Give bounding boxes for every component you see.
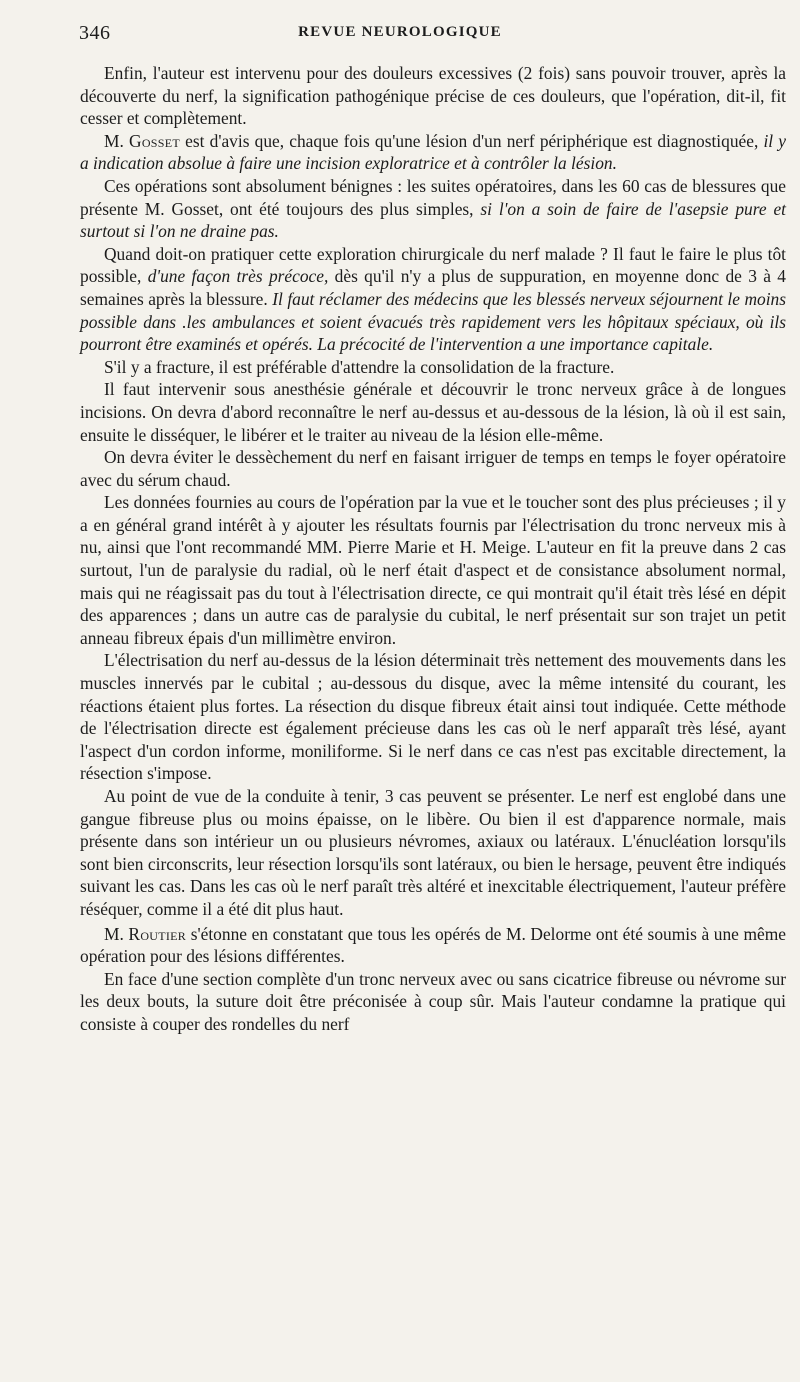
paragraph [80, 130, 786, 175]
paragraph [80, 491, 786, 649]
author-name: Gosset [128, 130, 181, 151]
author-name: Routier [128, 923, 187, 944]
text-run: S'il y a fracture, il est préférable d'attendre la consolidation de la fracture. [104, 356, 615, 377]
paragraph [80, 62, 786, 130]
text-run: En face d'une section complète d'un tronc nerveux avec ou sans cicatrice fibreuse ou névrome sur les deux bouts, la suture doit être préconisée à coup sûr. Mais l'auteur condamne la pratique qui consiste à couper des rondelles du nerf [80, 968, 786, 1034]
text-run: est d'avis que, chaque fois qu'une lésion d'un nerf périphérique est diagnostiquée, [180, 130, 764, 151]
paragraph [80, 446, 786, 491]
text-run: s'étonne en constatant que tous les opérés de M. Delorme ont été soumis à une même opération pour des lésions différentes. [80, 923, 786, 967]
italic-text: d'une façon très précoce, [147, 266, 329, 287]
text-run: Les données fournies au cours de l'opération par la vue et le toucher sont des plus précieuses ; il y a en général grand intérêt à y ajouter les résultats fournis par l'électrisation du tronc nerveux mis à nu, ainsi que l'ont recommandé MM. Pierre Marie et H. Meige. L'auteur en fit la preuve dans 2 cas surtout, l'un de paralysie du radial, où le nerf était d'aspect et de consistance absolument normal, mais qui ne réagissait pas du tout à l'électrisation directe, ce qui montrait qu'il était très lésé en dépit des apparences ; dans un autre cas de paralysie du cubital, le nerf présentait sur son trajet un petit anneau fibreux épais d'un millimètre environ. [80, 492, 786, 648]
italic-text: Il faut réclamer des médecins que les blessés nerveux séjournent le moins possible dans .les ambulances et soient évacués très rapidement vers les hôpitaux spéciaux, où ils pourront être examinés et opérés. La précocité de l'intervention a une importance capitale. [80, 288, 786, 355]
text-run: M. [104, 923, 129, 944]
paragraph [80, 968, 786, 1036]
text-run: M. [104, 130, 129, 151]
text-run: Il faut intervenir sous anesthésie générale et découvrir le tronc nerveux grâce à de longues incisions. On devra d'abord reconnaître le nerf au-dessus et au-dessous de la lésion, là où il est sain, ensuite le disséquer, le libérer et le traiter au niveau de la lésion elle-même. [80, 379, 786, 445]
paragraph [80, 649, 786, 785]
paragraph [80, 243, 786, 356]
italic-text: il y a indication absolue à faire une incision exploratrice et à contrôler la lésion. [80, 130, 786, 174]
text-run: dès qu'il n'y a plus de suppuration, en moyenne donc de 3 à 4 semaines après la blessure. [80, 266, 786, 309]
text-run: Enfin, l'auteur est intervenu pour des douleurs excessives (2 fois) sans pouvoir trouver, après la découverte du nerf, la signification pathogénique précise de ces douleurs, que l'opération, dit-il, fit cesser et complètement. [80, 63, 786, 129]
italic-text: si l'on a soin de faire de l'asepsie pure et surtout si l'on ne draine pas. [80, 198, 786, 242]
article-body [80, 62, 786, 1036]
text-run: Ces opérations sont absolument bénignes : les suites opératoires, dans les 60 cas de blessures que présente M. Gosset, ont été toujours des plus simples, [80, 175, 786, 219]
paragraph [80, 175, 786, 243]
paragraph [80, 378, 786, 446]
text-run: L'électrisation du nerf au-dessus de la lésion déterminait très nettement des mouvements dans les muscles innervés par le cubital ; au-dessous du disque, avec la même intensité du courant, les réactions étaient plus fortes. La résection du disque fibreux était ainsi tout indiquée. Cette méthode de l'électrisation directe est également précieuse dans les cas où le nerf apparaît très lésé, ayant l'aspect d'un cordon informe, moniliforme. Si le nerf dans ce cas n'est pas excitable directement, la résection s'impose. [80, 650, 786, 784]
running-title: REVUE NEUROLOGIQUE [298, 24, 502, 40]
paragraph [80, 785, 786, 921]
paragraph [80, 356, 786, 379]
page-number: 346 [79, 22, 111, 44]
paragraph [80, 923, 786, 968]
text-run: Quand doit-on pratiquer cette exploration chirurgicale du nerf malade ? Il faut le faire le plus tôt possible, [80, 243, 786, 287]
text-run: Au point de vue de la conduite à tenir, 3 cas peuvent se présenter. Le nerf est englobé dans une gangue fibreuse plus ou moins épaisse, on le libère. Ou bien il est d'apparence normale, mais présente dans son intérieur un ou plusieurs névromes, axiaux ou latéraux. L'énucléation lorsqu'ils sont bien circonscrits, leur résection lorsqu'ils sont latéraux, ou bien le hersage, peuvent être indiqués suivant les cas. Dans les cas où le nerf paraît très altéré et inexcitable électriquement, l'auteur préfère réséquer, comme il a été dit plus haut. [80, 786, 786, 919]
text-run: On devra éviter le dessèchement du nerf en faisant irriguer de temps en temps le foyer opératoire avec du sérum chaud. [80, 447, 786, 490]
